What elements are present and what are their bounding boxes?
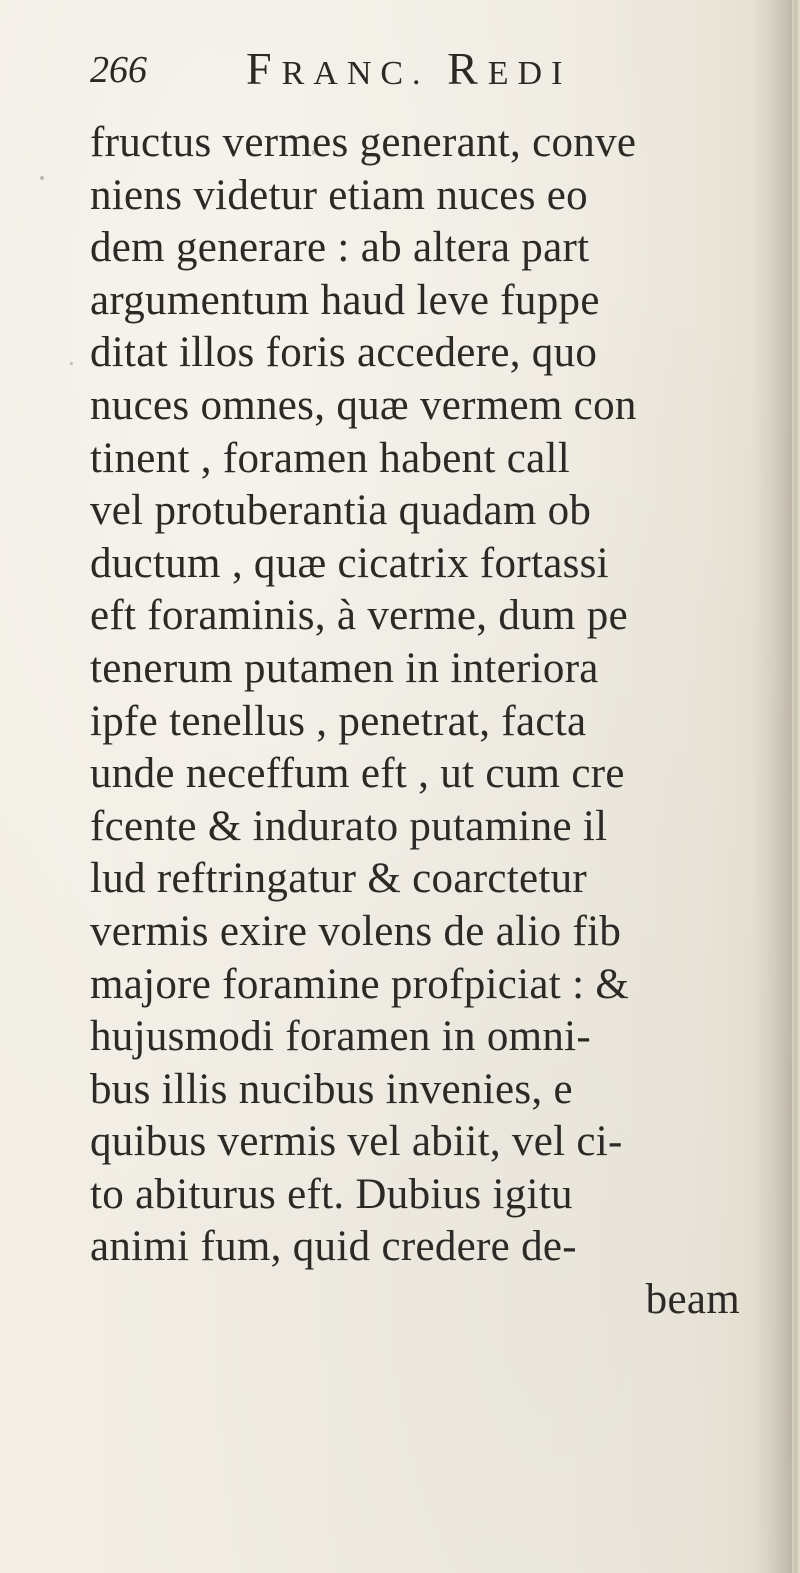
text-line: ditat illos foris accedere, quo [90,329,598,377]
text-line: ductum , quæ cicatrix fortassi [90,539,609,587]
running-head-part: EDI [487,55,572,92]
paper-speck [40,176,44,180]
text-line: majore foramine profpiciat : & [90,960,630,1008]
running-head-part: RANC. [281,55,448,92]
text-line: lud reftringatur & coarctetur [90,855,588,903]
paper-speck [312,150,315,155]
text-line: to abiturus eft. Dubius igitu [90,1170,573,1218]
text-line: fcente & indurato putamine il [90,802,608,850]
page-header [90,40,730,100]
text-line: tenerum putamen in interiora [90,644,599,692]
text-line: nuces omnes, quæ vermem con [90,381,637,429]
running-head [246,42,571,95]
text-line: hujusmodi foramen in omni- [90,1013,592,1061]
text-line: niens videtur etiam nuces eo [90,171,588,219]
text-line: eft foraminis, à verme, dum pe [90,592,628,640]
text-line: animi fum, quid credere de- [90,1223,577,1271]
text-line: ipfe tenellus , penetrat, facta [90,697,587,745]
page-number: 266 [90,49,147,91]
text-line: tinent , foramen habent call [90,434,571,482]
text-line-catchword: beam [645,1276,740,1324]
running-head-part: F [246,43,282,94]
body-text [90,117,760,1327]
text-line: fructus vermes generant, conve [90,119,637,166]
page-edge [792,0,800,1573]
text-line: bus illis nucibus invenies, e [90,1065,573,1113]
text-line: vel protuberantia quadam ob [90,487,592,535]
text-line: vermis exire volens de alio fib [90,907,622,955]
text-line: quibus vermis vel abiit, vel ci- [90,1118,623,1166]
paper-speck [70,362,73,365]
text-line: dem generare : ab altera part [90,224,590,272]
text-line: unde neceffum eft , ut cum cre [90,750,625,798]
running-head-part: R [447,43,488,94]
text-line: argumentum haud leve fuppe [90,276,600,324]
